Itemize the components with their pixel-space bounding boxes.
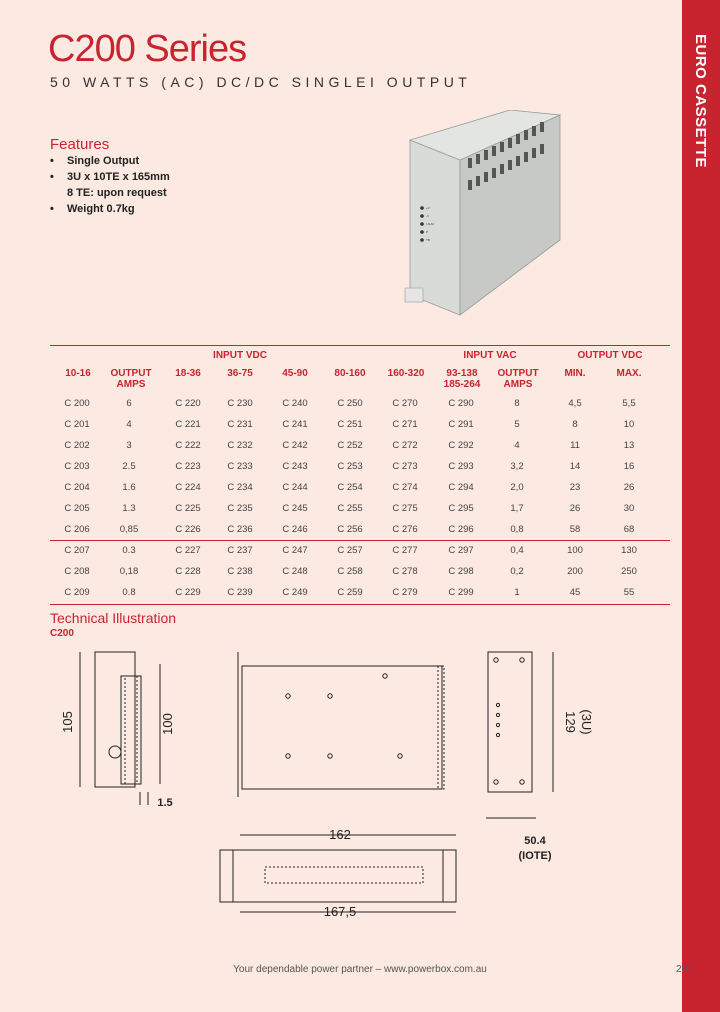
dim-3u: (3U): [579, 709, 594, 735]
table-cell: C 220: [175, 398, 201, 409]
table-cell: C 271: [392, 419, 418, 430]
table-cell: C 203: [64, 461, 90, 472]
column-header: 80-160: [334, 368, 366, 379]
column-header: 18-36: [175, 368, 201, 379]
table-row: [50, 541, 670, 562]
feature-item: • Weight 0.7kg: [50, 201, 170, 217]
table-cell: 0,4: [510, 545, 524, 556]
table-cell: C 235: [227, 503, 253, 514]
table-row: [50, 478, 670, 499]
table-cell: C 299: [448, 587, 474, 598]
table-cell: C 249: [282, 587, 308, 598]
table-cell: C 257: [337, 545, 363, 556]
dim-50-4: 50.4: [524, 835, 546, 847]
table-cell: C 277: [392, 545, 418, 556]
table-cell: 6: [126, 398, 132, 409]
table-cell: 0,18: [119, 566, 139, 577]
table-cell: C 275: [392, 503, 418, 514]
feature-item: • 3U x 10TE x 165mm: [50, 169, 170, 185]
dim-1-5: 1.5: [157, 797, 173, 809]
table-cell: C 201: [64, 419, 90, 430]
table-row: [50, 499, 670, 520]
table-cell: C 253: [337, 461, 363, 472]
side-tab: [682, 0, 720, 1012]
table-cell: C 276: [392, 524, 418, 535]
table-cell: C 231: [227, 419, 253, 430]
table-bottom-rule: [50, 604, 670, 605]
column-header: 160-320: [387, 368, 425, 379]
table-cell: C 278: [392, 566, 418, 577]
table-cell: C 221: [175, 419, 201, 430]
tech-model: C200: [50, 628, 74, 639]
table-cell: 1.3: [122, 503, 136, 514]
column-header: 45-90: [282, 368, 308, 379]
column-header: OUTPUT AMPS: [110, 368, 152, 390]
table-cell: C 252: [337, 440, 363, 451]
table-cell: C 242: [282, 440, 308, 451]
photo-label: I ALM: [426, 222, 434, 226]
table-cell: C 238: [227, 566, 253, 577]
table-row: [50, 562, 670, 583]
table-cell: 13: [623, 440, 635, 451]
table-cell: C 202: [64, 440, 90, 451]
photo-label: P: [426, 230, 429, 234]
table-cell: 26: [623, 482, 635, 493]
table-cell: C 255: [337, 503, 363, 514]
column-header: MAX.: [616, 368, 642, 379]
page-subtitle: 50 WATTS (AC) DC/DC SINGLEI OUTPUT: [50, 74, 472, 90]
table-cell: C 293: [448, 461, 474, 472]
table-cell: C 270: [392, 398, 418, 409]
column-header: 36-75: [227, 368, 253, 379]
table-cell: 1,7: [510, 503, 524, 514]
table-cell: C 294: [448, 482, 474, 493]
column-header: MIN.: [564, 368, 586, 379]
table-cell: C 227: [175, 545, 201, 556]
table-cell: 55: [623, 587, 635, 598]
table-cell: C 247: [282, 545, 308, 556]
table-cell: 0.3: [122, 545, 136, 556]
feature-item: • Single Output: [50, 153, 170, 169]
dim-10te: (IOTE): [518, 850, 552, 862]
table-row: [50, 520, 670, 541]
table-cell: 4,5: [568, 398, 582, 409]
table-cell: 200: [567, 566, 583, 577]
table-cell: C 295: [448, 503, 474, 514]
dim-129: 129: [563, 711, 578, 733]
table-cell: C 206: [64, 524, 90, 535]
table-cell: C 246: [282, 524, 308, 535]
dim-105: 105: [60, 711, 75, 733]
table-cell: 250: [621, 566, 637, 577]
table-cell: C 273: [392, 461, 418, 472]
features-heading: Features: [50, 136, 110, 153]
table-cell: 0,85: [119, 524, 139, 535]
table-cell: C 297: [448, 545, 474, 556]
table-cell: C 250: [337, 398, 363, 409]
column-header: OUTPUT AMPS: [497, 368, 539, 390]
product-photo: [400, 110, 570, 320]
table-row: [50, 457, 670, 478]
table-cell: C 237: [227, 545, 253, 556]
table-cell: 0,8: [510, 524, 524, 535]
table-cell: C 224: [175, 482, 201, 493]
table-cell: C 229: [175, 587, 201, 598]
table-cell: C 208: [64, 566, 90, 577]
table-cell: 68: [623, 524, 635, 535]
table-cell: 4: [126, 419, 132, 430]
table-cell: C 207: [64, 545, 90, 556]
table-cell: C 274: [392, 482, 418, 493]
table-cell: C 223: [175, 461, 201, 472]
features-list: [50, 153, 170, 217]
table-cell: 5: [514, 419, 520, 430]
table-cell: 58: [569, 524, 581, 535]
table-cell: C 230: [227, 398, 253, 409]
table-row: [50, 394, 670, 415]
page-number: 297: [676, 964, 693, 975]
table-cell: 16: [623, 461, 635, 472]
table-cell: C 226: [175, 524, 201, 535]
photo-label: -V: [426, 214, 429, 218]
table-cell: 11: [570, 440, 580, 451]
table-cell: 10: [623, 419, 635, 430]
table-cell: 5,5: [622, 398, 636, 409]
table-cell: C 240: [282, 398, 308, 409]
table-cell: 45: [569, 587, 581, 598]
group-header-input-vac: INPUT VAC: [463, 350, 517, 361]
table-cell: C 209: [64, 587, 90, 598]
tech-heading: Technical Illustration: [50, 610, 177, 626]
dim-167-5: 167,5: [323, 904, 357, 919]
table-cell: C 296: [448, 524, 474, 535]
column-header: 93-138 185-264: [443, 368, 481, 390]
table-cell: 0,2: [510, 566, 524, 577]
table-cell: C 233: [227, 461, 253, 472]
table-cell: 0.8: [122, 587, 136, 598]
table-cell: 100: [567, 545, 583, 556]
table-cell: C 239: [227, 587, 253, 598]
photo-label: +V: [426, 206, 430, 210]
table-cell: 8: [572, 419, 578, 430]
table-cell: C 258: [337, 566, 363, 577]
table-cell: C 234: [227, 482, 253, 493]
table-cell: C 298: [448, 566, 474, 577]
table-cell: 14: [569, 461, 581, 472]
group-header-output-vdc: OUTPUT VDC: [577, 350, 643, 361]
table-cell: 30: [623, 503, 635, 514]
group-header-input-vdc: INPUT VDC: [213, 350, 267, 361]
table-cell: C 254: [337, 482, 363, 493]
table-cell: C 232: [227, 440, 253, 451]
table-cell: C 228: [175, 566, 201, 577]
feature-item: 8 TE: upon request: [67, 187, 167, 199]
table-cell: 23: [569, 482, 581, 493]
dim-100: 100: [160, 713, 175, 735]
table-cell: 26: [569, 503, 581, 514]
dim-162: 162: [329, 827, 351, 842]
table-cell: C 272: [392, 440, 418, 451]
table-cell: 130: [621, 545, 637, 556]
footer-tagline: Your dependable power partner – www.powerbox.com.au: [233, 964, 487, 975]
table-cell: 2,0: [510, 482, 524, 493]
table-cell: C 291: [448, 419, 474, 430]
table-cell: C 243: [282, 461, 308, 472]
table-row: [50, 583, 670, 604]
table-cell: 1: [514, 587, 520, 598]
table-cell: 2.5: [122, 461, 136, 472]
table-cell: C 200: [64, 398, 90, 409]
table-cell: C 241: [282, 419, 308, 430]
table-cell: C 259: [337, 587, 363, 598]
table-cell: C 222: [175, 440, 201, 451]
table-row: [50, 415, 670, 436]
table-cell: C 292: [448, 440, 474, 451]
side-tab-label: EURO CASSETTE: [692, 34, 709, 169]
table-cell: C 225: [175, 503, 201, 514]
table-cell: C 279: [392, 587, 418, 598]
photo-label: TB: [426, 238, 430, 242]
table-cell: C 245: [282, 503, 308, 514]
table-cell: C 248: [282, 566, 308, 577]
table-cell: 3: [126, 440, 132, 451]
table-row: [50, 436, 670, 457]
table-cell: C 205: [64, 503, 90, 514]
table-cell: 3,2: [510, 461, 524, 472]
table-cell: 4: [514, 440, 520, 451]
table-cell: C 236: [227, 524, 253, 535]
page-title: C200 Series: [48, 28, 247, 70]
table-cell: C 204: [64, 482, 90, 493]
table-top-rule: [50, 345, 670, 346]
table-cell: 1.6: [122, 482, 136, 493]
table-cell: C 256: [337, 524, 363, 535]
technical-drawing: [50, 640, 610, 940]
column-header: 10-16: [65, 368, 91, 379]
table-cell: 8: [514, 398, 520, 409]
table-cell: C 290: [448, 398, 474, 409]
table-cell: C 251: [337, 419, 363, 430]
table-cell: C 244: [282, 482, 308, 493]
